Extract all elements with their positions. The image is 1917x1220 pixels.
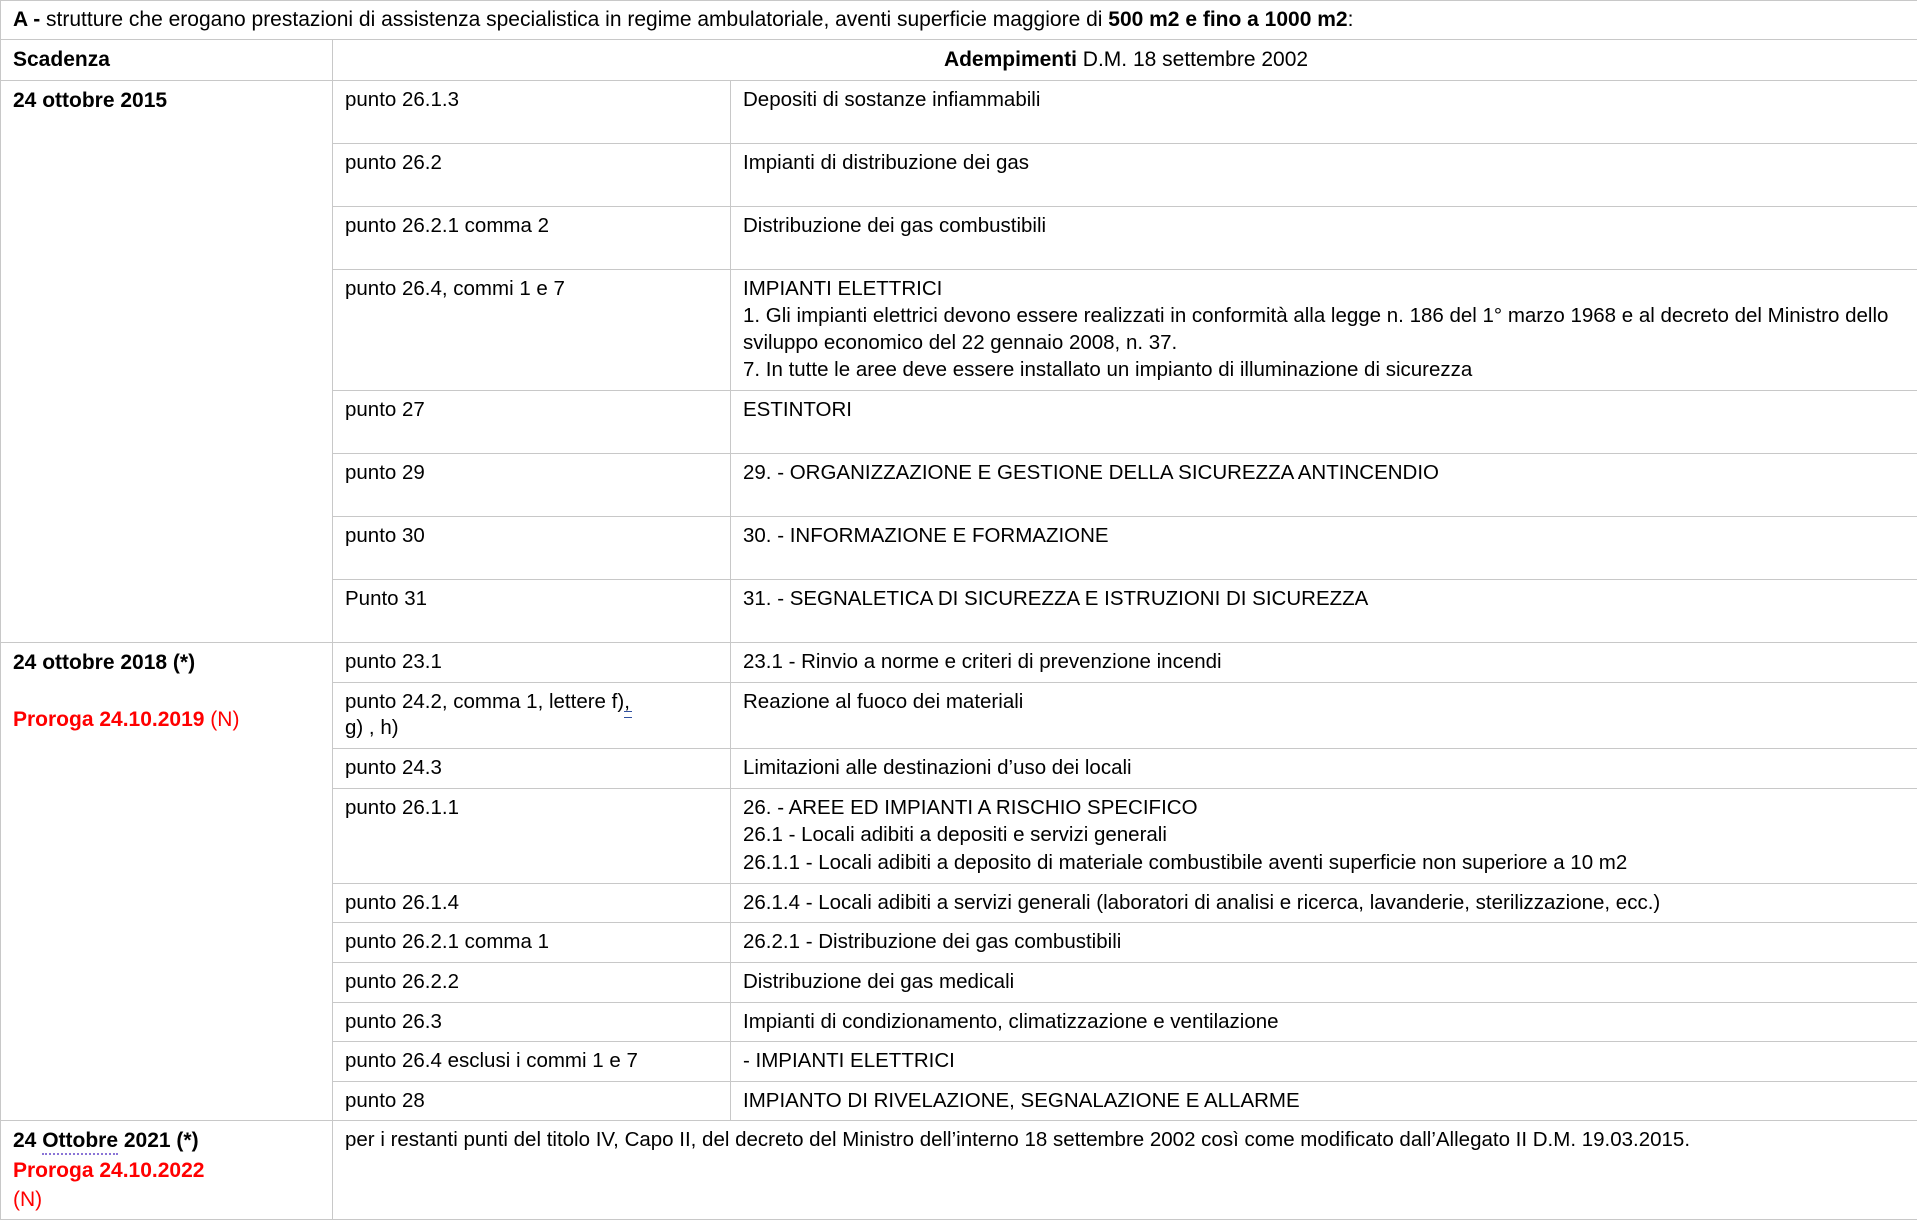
descrizione-line: 26.1 - Locali adibiti a depositi e servizi generali	[743, 822, 1907, 849]
descrizione-cell: 26.1.4 - Locali adibiti a servizi generali (laboratori di analisi e ricerca, lavanderie, sterilizzazione, ecc.)	[731, 883, 1917, 923]
spellcheck-underline: Ottobre	[42, 1129, 118, 1155]
descrizione-cell: - IMPIANTI ELETTRICI	[731, 1042, 1917, 1082]
proroga-2019-note: (N)	[204, 708, 239, 731]
descrizione-line: 26.1.1 - Locali adibiti a deposito di materiale combustibile aventi superficie non superiore a 10 m2	[743, 850, 1907, 877]
proroga-2022-note: (N)	[13, 1186, 322, 1213]
header-adempimenti	[333, 40, 1917, 80]
descrizione-cell: Limitazioni alle destinazioni d’uso dei locali	[731, 749, 1917, 789]
group-date-2021-prefix: 24	[13, 1129, 42, 1152]
descrizione-cell: ESTINTORI	[731, 391, 1917, 454]
punto-text: punto 24.2, comma 1, lettere f)	[345, 690, 624, 713]
header-adempimenti-bold: Adempimenti	[944, 48, 1077, 71]
proroga-2022-label: Proroga 24.10.2022	[13, 1159, 204, 1182]
descrizione-cell: Distribuzione dei gas combustibili	[731, 206, 1917, 269]
descrizione-cell: 30. - INFORMAZIONE E FORMAZIONE	[731, 517, 1917, 580]
descrizione-cell: Impianti di distribuzione dei gas	[731, 143, 1917, 206]
punto-cell: punto 30	[333, 517, 731, 580]
group-date-2021-suffix: 2021 (*)	[118, 1129, 199, 1152]
punto-cell: punto 24.3	[333, 749, 731, 789]
banner-cell	[1, 1, 1917, 40]
punto-cell: punto 26.2	[333, 143, 731, 206]
punto-cell: punto 27	[333, 391, 731, 454]
group-date-2021	[1, 1121, 333, 1220]
descrizione-cell: 23.1 - Rinvio a norme e criteri di prevenzione incendi	[731, 643, 1917, 683]
punto-cell: punto 26.4 esclusi i commi 1 e 7	[333, 1042, 731, 1082]
descrizione-line: 26. - AREE ED IMPIANTI A RISCHIO SPECIFICO	[743, 795, 1907, 822]
punto-cell: punto 26.3	[333, 1002, 731, 1042]
punto-text-cont: g) , h)	[345, 716, 399, 739]
proroga-2019	[13, 706, 322, 733]
punto-cell	[333, 682, 731, 748]
descrizione-line: IMPIANTI ELETTRICI	[743, 276, 1907, 303]
punto-cell: Punto 31	[333, 580, 731, 643]
descrizione-cell	[731, 269, 1917, 391]
proroga-2022	[13, 1157, 322, 1214]
group-date-2018-label: 24 ottobre 2018 (*)	[13, 651, 195, 674]
group-date-2018	[1, 643, 333, 1121]
punto-cell: punto 29	[333, 454, 731, 517]
punto-cell: punto 28	[333, 1081, 731, 1121]
punto-cell: punto 26.1.3	[333, 80, 731, 143]
descrizione-cell: 26.2.1 - Distribuzione dei gas combustibili	[731, 923, 1917, 963]
banner-text: strutture che erogano prestazioni di assistenza specialistica in regime ambulatoriale, aventi superficie maggiore di	[40, 8, 1108, 31]
descrizione-line: 7. In tutte le aree deve essere installato un impianto di illuminazione di sicurezza	[743, 357, 1907, 384]
column-header-row	[1, 40, 1917, 80]
descrizione-cell: Impianti di condizionamento, climatizzazione e ventilazione	[731, 1002, 1917, 1042]
banner-prefix: A -	[13, 8, 40, 31]
descrizione-cell: Distribuzione dei gas medicali	[731, 962, 1917, 1002]
descrizione-line: 1. Gli impianti elettrici devono essere realizzati in conformità alla legge n. 186 del 1° marzo 1968 e al decreto del Ministro dello sviluppo economico del 22 gennaio 2008, n. 37.	[743, 303, 1907, 356]
descrizione-cell	[731, 788, 1917, 883]
descrizione-cell: Depositi di sostanze infiammabili	[731, 80, 1917, 143]
group-date-2021-label	[13, 1129, 199, 1155]
punto-cell: punto 23.1	[333, 643, 731, 683]
punto-cell: punto 26.1.1	[333, 788, 731, 883]
final-note-cell: per i restanti punti del titolo IV, Capo II, del decreto del Ministro dell’interno 18 settembre 2002 così come modificato dall’Allegato II D.M. 19.03.2015.	[333, 1121, 1917, 1220]
descrizione-cell: IMPIANTO DI RIVELAZIONE, SEGNALAZIONE E ALLARME	[731, 1081, 1917, 1121]
table-row	[1, 643, 1917, 683]
punto-cell: punto 26.2.1 comma 2	[333, 206, 731, 269]
descrizione-cell: Reazione al fuoco dei materiali	[731, 682, 1917, 748]
punto-cell: punto 26.1.4	[333, 883, 731, 923]
descrizione-cell: 31. - SEGNALETICA DI SICUREZZA E ISTRUZIONI DI SICUREZZA	[731, 580, 1917, 643]
header-adempimenti-rest: D.M. 18 settembre 2002	[1077, 48, 1308, 71]
banner-bold-value: 500 m2 e fino a 1000 m2	[1108, 8, 1347, 31]
banner-suffix: :	[1348, 8, 1354, 31]
punto-cell: punto 26.4, commi 1 e 7	[333, 269, 731, 391]
proroga-2019-label: Proroga 24.10.2019	[13, 708, 204, 731]
punto-cell: punto 26.2.1 comma 1	[333, 923, 731, 963]
table-row	[1, 80, 1917, 143]
banner-row	[1, 1, 1917, 40]
group-date-2015: 24 ottobre 2015	[1, 80, 333, 643]
descrizione-cell: 29. - ORGANIZZAZIONE E GESTIONE DELLA SICUREZZA ANTINCENDIO	[731, 454, 1917, 517]
table-row	[1, 1121, 1917, 1220]
header-scadenza: Scadenza	[1, 40, 333, 80]
revision-mark: ,	[624, 689, 630, 716]
punto-cell: punto 26.2.2	[333, 962, 731, 1002]
